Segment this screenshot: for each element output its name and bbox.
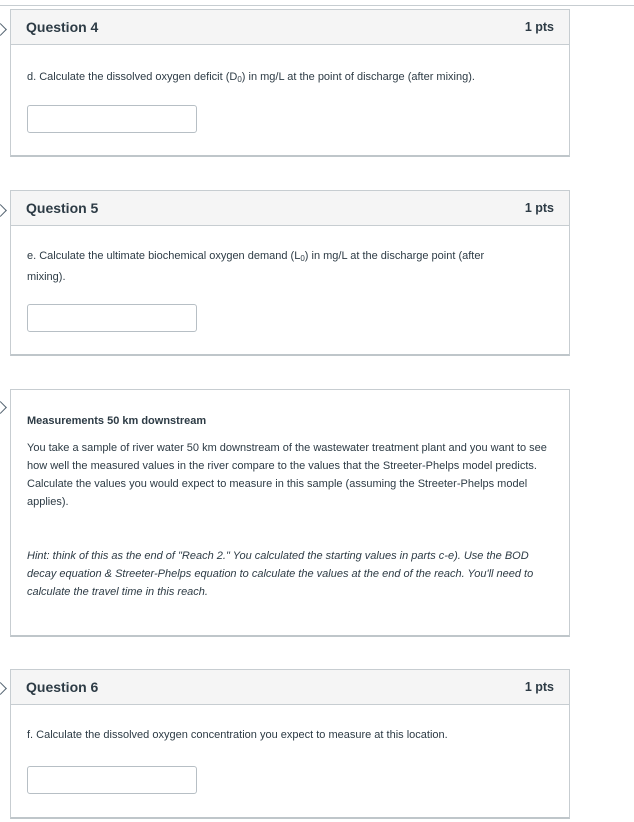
question-points: 1 pts	[524, 201, 554, 215]
answer-input[interactable]	[27, 304, 197, 332]
question-points: 1 pts	[524, 20, 554, 34]
question-text: e. Calculate the ultimate biochemical oxygen demand $(L_0)$ in mg/L at the discharge point (after mixing).	[27, 250, 485, 283]
section-paragraph: You take a sample of river water 50 km downstream of the wastewater treatment plant and you want to see how well the measured values in the river compare to the values that the Streeter-Phelps model predicts. Calculate the values you would expect to measure in this sample (assuming the Streeter-Phelps model applies).	[27, 442, 547, 508]
question-title: Question 6	[26, 679, 99, 695]
question-5-header	[11, 191, 569, 226]
question-4-card	[10, 9, 570, 157]
question-6-card	[10, 669, 570, 819]
answer-input[interactable]	[27, 105, 197, 133]
question-title: Question 4	[26, 19, 99, 35]
question-5-card	[10, 190, 570, 356]
question-title: Question 5	[26, 200, 99, 216]
question-text: d. Calculate the dissolved oxygen deficit $(D_0)$ in mg/L at the point of discharge (after mixing).	[27, 71, 475, 84]
section-heading: Measurements 50 km downstream	[27, 415, 207, 427]
hint-text: Hint: think of this as the end of "Reach 2." You calculated the starting values in parts c-e). Use the BOD decay equation & Streeter-Phelps equation to calculate the values at the end of the reach. You'll need to calculate the travel time in this reach.	[27, 550, 534, 598]
question-text: f. Calculate the dissolved oxygen concentration you expect to measure at this location.	[27, 729, 448, 741]
measurements-card	[10, 389, 570, 637]
expand-chevron-icon[interactable]	[0, 204, 7, 217]
expand-chevron-icon[interactable]	[0, 23, 7, 36]
question-points: 1 pts	[524, 680, 554, 694]
top-divider	[0, 5, 634, 6]
question-4-header	[11, 10, 569, 45]
expand-chevron-icon[interactable]	[0, 401, 7, 414]
answer-input[interactable]	[27, 766, 197, 794]
expand-chevron-icon[interactable]	[0, 682, 7, 695]
question-6-header	[11, 670, 569, 705]
